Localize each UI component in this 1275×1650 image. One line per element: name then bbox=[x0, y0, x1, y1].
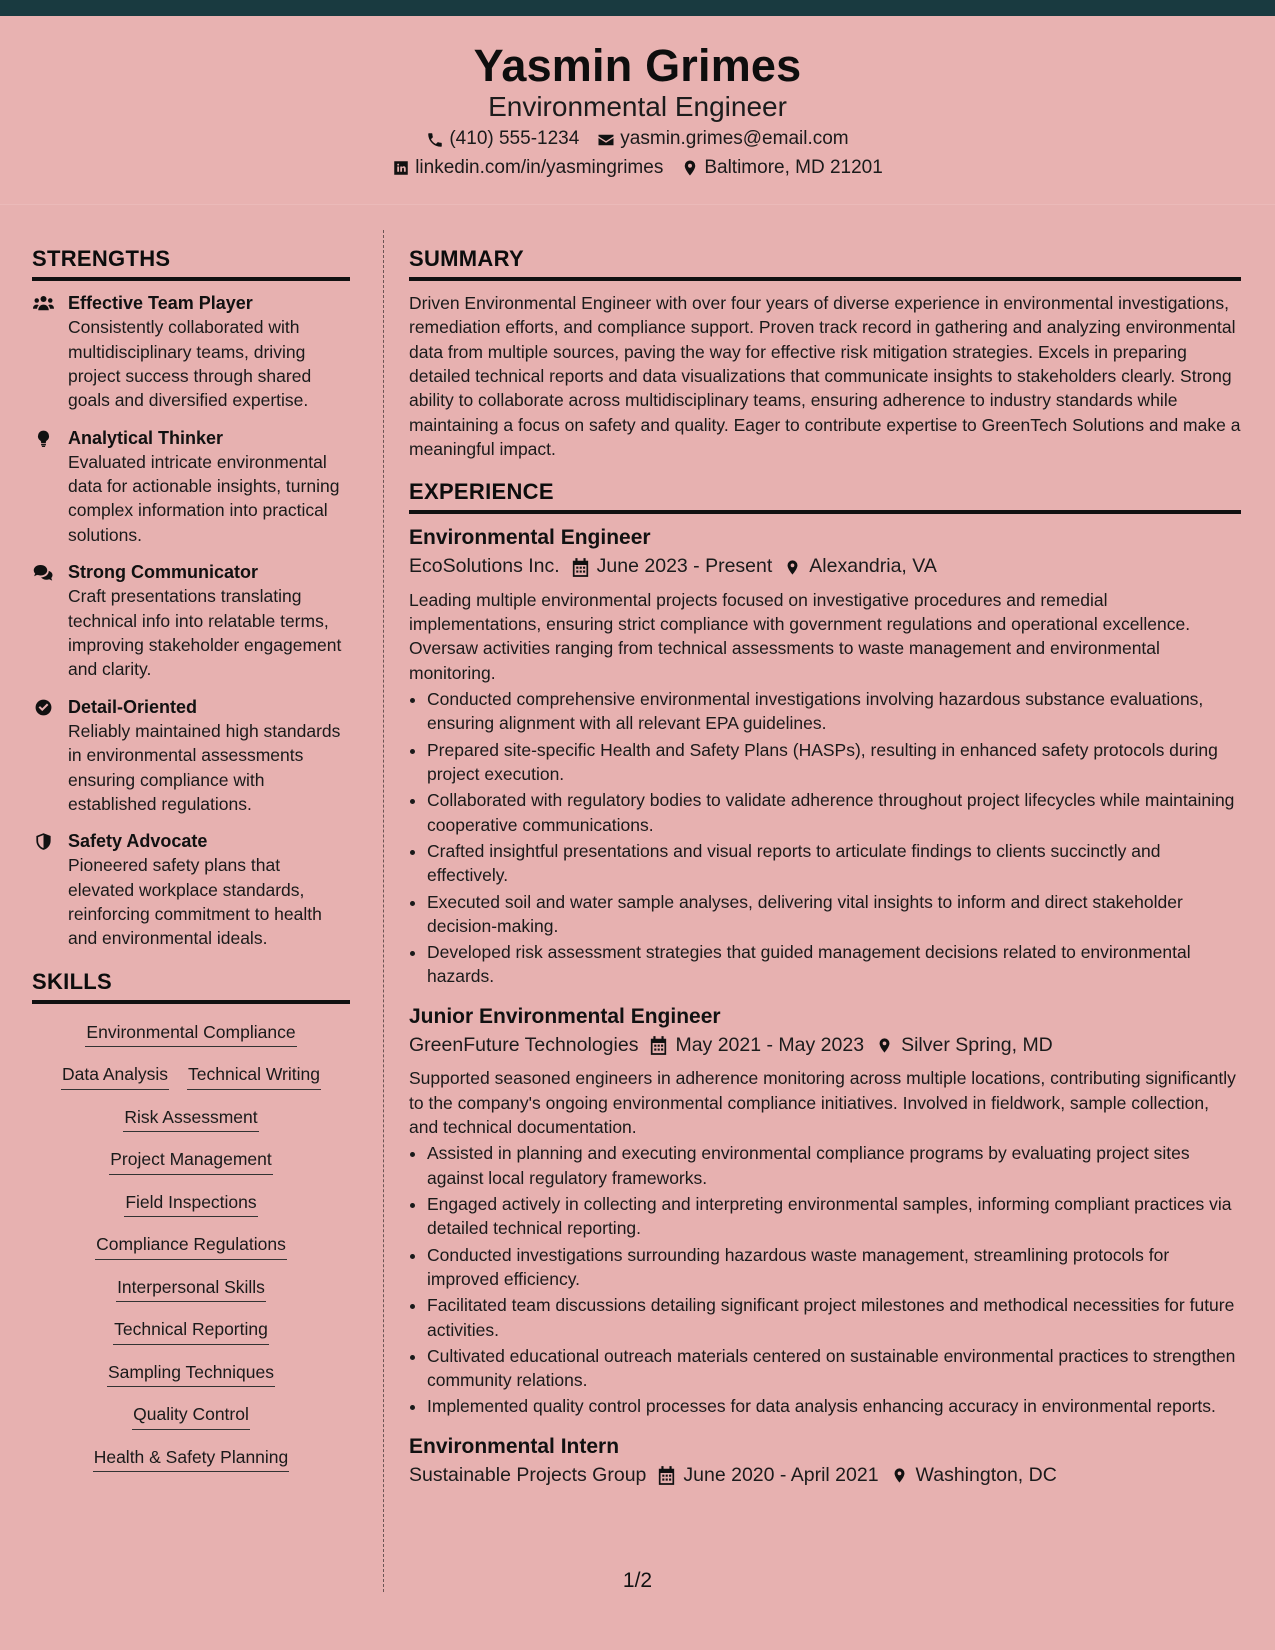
skills-heading: SKILLS bbox=[32, 969, 350, 1004]
job-bullet: • Executed soil and water sample analyses, delivering vital insights to inform and direct stakeholder decision-making. bbox=[427, 890, 1241, 939]
comments-icon bbox=[33, 563, 54, 582]
skill-tag: Compliance Regulations bbox=[95, 1232, 287, 1260]
calendar-icon bbox=[650, 1036, 667, 1055]
skill-tag: Technical Reporting bbox=[113, 1317, 269, 1345]
skill-tag: Data Analysis bbox=[61, 1062, 169, 1090]
candidate-title: Environmental Engineer bbox=[488, 91, 787, 123]
job-bullet: • Cultivated educational outreach materials centered on sustainable environmental practices to strengthen community relations. bbox=[427, 1344, 1241, 1393]
strength-item bbox=[32, 829, 350, 951]
linkedin-icon bbox=[392, 159, 410, 177]
strength-title: Safety Advocate bbox=[68, 831, 208, 852]
calendar-icon bbox=[658, 1466, 675, 1485]
skills-section bbox=[32, 969, 350, 1473]
check-circle-icon bbox=[33, 698, 54, 717]
strength-desc: Consistently collaborated with multidisciplinary teams, driving project success through shared goals and diversified expertise. bbox=[68, 317, 312, 411]
job-dates: May 2021 - May 2023 bbox=[675, 1034, 865, 1057]
job-bullet: • Prepared site-specific Health and Safety Plans (HASPs), resulting in enhanced safety protocols during project execution. bbox=[427, 738, 1241, 787]
job-bullets bbox=[409, 687, 1241, 989]
job-meta bbox=[409, 1462, 1241, 1489]
job-title: Junior Environmental Engineer bbox=[409, 1004, 721, 1028]
job-location-group bbox=[784, 553, 937, 580]
phone-text: (410) 555-1234 bbox=[449, 128, 580, 150]
contact-row-2 bbox=[0, 156, 1275, 181]
email-item bbox=[597, 127, 848, 152]
job-bullet: • Facilitated team discussions detailing significant project milestones and methodical necessities for future activities. bbox=[427, 1293, 1241, 1342]
skill-tag: Sampling Techniques bbox=[107, 1360, 275, 1388]
skill-tag: Risk Assessment bbox=[123, 1105, 258, 1133]
job-location-group bbox=[891, 1462, 1057, 1489]
job-dates-group bbox=[658, 1462, 878, 1489]
job-title: Environmental Intern bbox=[409, 1434, 620, 1458]
map-pin-icon bbox=[876, 1036, 893, 1055]
strength-title: Analytical Thinker bbox=[68, 427, 224, 448]
job-meta bbox=[409, 553, 1241, 580]
page-number: 1/2 bbox=[622, 1569, 653, 1592]
experience-heading: EXPERIENCE bbox=[409, 479, 1241, 514]
shield-icon bbox=[33, 832, 54, 851]
skill-tag: Interpersonal Skills bbox=[116, 1275, 266, 1303]
candidate-name: Yasmin Grimes bbox=[473, 40, 802, 91]
skill-tag: Project Management bbox=[109, 1147, 272, 1175]
job-bullets bbox=[409, 1141, 1241, 1418]
job-bullet: • Implemented quality control processes for data analysis enhancing accuracy in environmental reports. bbox=[427, 1394, 1241, 1418]
contact-row-1 bbox=[0, 127, 1275, 152]
strength-item bbox=[32, 560, 350, 682]
job-company: GreenFuture Technologies bbox=[409, 1034, 639, 1057]
job-location: Silver Spring, MD bbox=[901, 1034, 1053, 1057]
map-pin-icon bbox=[784, 558, 801, 577]
job-entry bbox=[409, 1003, 1241, 1419]
skill-tag: Quality Control bbox=[132, 1402, 250, 1430]
job-dates-group bbox=[572, 553, 773, 580]
skill-tag: Health & Safety Planning bbox=[93, 1445, 290, 1473]
strengths-heading: STRENGTHS bbox=[32, 246, 350, 281]
job-bullet: • Conducted investigations surrounding hazardous waste management, streamlining protocols for improved efficiency. bbox=[427, 1243, 1241, 1292]
column-divider bbox=[383, 230, 384, 1592]
summary-heading: SUMMARY bbox=[409, 246, 1241, 281]
map-pin-icon bbox=[681, 159, 699, 177]
job-bullet: • Conducted comprehensive environmental investigations involving hazardous substance evaluations, ensuring alignment with all relevant EPA guidelines. bbox=[427, 687, 1241, 736]
left-column bbox=[32, 246, 350, 1487]
job-entry bbox=[409, 524, 1241, 989]
phone-icon bbox=[426, 131, 444, 149]
job-company: EcoSolutions Inc. bbox=[409, 555, 560, 578]
skill-tag: Environmental Compliance bbox=[85, 1020, 296, 1048]
skill-tag: Field Inspections bbox=[124, 1190, 257, 1218]
job-bullet: • Developed risk assessment strategies that guided management decisions related to environmental hazards. bbox=[427, 940, 1241, 989]
strength-title: Detail-Oriented bbox=[68, 696, 198, 717]
skills-list bbox=[32, 1014, 350, 1473]
location-text: Baltimore, MD 21201 bbox=[704, 157, 883, 179]
job-company: Sustainable Projects Group bbox=[409, 1464, 647, 1487]
top-accent-bar bbox=[0, 0, 1275, 16]
job-entry bbox=[409, 1433, 1241, 1490]
job-meta bbox=[409, 1032, 1241, 1059]
calendar-icon bbox=[572, 558, 589, 577]
strength-title: Strong Communicator bbox=[68, 562, 259, 583]
job-bullet: • Engaged actively in collecting and interpreting environmental samples, informing compliant practices via detailed technical reporting. bbox=[427, 1192, 1241, 1241]
job-title: Environmental Engineer bbox=[409, 526, 651, 550]
job-dates: June 2020 - April 2021 bbox=[683, 1464, 879, 1487]
strength-desc: Reliably maintained high standards in environmental assessments ensuring compliance with established regulations. bbox=[68, 720, 341, 814]
location-item bbox=[681, 156, 882, 181]
job-location-group bbox=[876, 1032, 1053, 1059]
right-column bbox=[409, 246, 1241, 1503]
job-bullet: • Crafted insightful presentations and visual reports to articulate findings to clients succinctly and effectively. bbox=[427, 839, 1241, 888]
phone-item bbox=[426, 127, 579, 152]
linkedin-item bbox=[392, 156, 663, 181]
resume-header bbox=[0, 16, 1275, 205]
envelope-icon bbox=[597, 131, 615, 149]
strength-desc: Craft presentations translating technical info into relatable terms, improving stakeholder engagement and clarity. bbox=[68, 586, 342, 680]
job-bullet: • Assisted in planning and executing environmental compliance programs by evaluating project sites against local regulatory frameworks. bbox=[427, 1141, 1241, 1190]
job-description: Leading multiple environmental projects focused on investigative procedures and remedial implementations, ensuring strict compliance with government regulations and operational excellence. Oversaw activities ranging from technical assessments to waste management and environmental monitoring. bbox=[409, 589, 1191, 683]
summary-text: Driven Environmental Engineer with over four years of diverse experience in environmental investigations, remediation efforts, and compliance support. Proven track record in gathering and analyzing environmental data from multiple sources, paving the way for effective risk mitigation strategies. Excels in preparing detailed technical reports and data visualizations that communicate insights to stakeholders clearly. Strong ability to collaborate across multidisciplinary teams, ensuring adherence to industry standards while maintaining a focus on safety and quality. Eager to contribute expertise to GreenTech Solutions and make a meaningful impact. bbox=[409, 293, 1241, 459]
email-link[interactable]: yasmin.grimes@email.com bbox=[620, 128, 849, 150]
job-bullet: • Collaborated with regulatory bodies to validate adherence throughout project lifecycles while maintaining cooperative communications. bbox=[427, 788, 1241, 837]
linkedin-link[interactable]: linkedin.com/in/yasmingrimes bbox=[415, 157, 664, 179]
strength-title: Effective Team Player bbox=[68, 293, 253, 313]
strength-desc: Pioneered safety plans that elevated workplace standards, reinforcing commitment to health and environmental ideals. bbox=[68, 855, 322, 949]
skill-tag: Technical Writing bbox=[187, 1062, 321, 1090]
strength-item bbox=[32, 291, 350, 413]
strength-item bbox=[32, 426, 350, 548]
users-icon bbox=[33, 294, 54, 313]
job-description: Supported seasoned engineers in adherence monitoring across multiple locations, contributing significantly to the company's ongoing environmental compliance initiatives. Involved in fieldwork, sample collection, and technical documentation. bbox=[409, 1068, 1236, 1137]
strength-desc: Evaluated intricate environmental data for actionable insights, turning complex information into practical solutions. bbox=[68, 451, 340, 545]
job-location: Washington, DC bbox=[915, 1464, 1057, 1487]
lightbulb-icon bbox=[33, 429, 54, 448]
strength-item bbox=[32, 695, 350, 817]
job-location: Alexandria, VA bbox=[809, 555, 937, 578]
map-pin-icon bbox=[891, 1466, 908, 1485]
job-dates-group bbox=[650, 1032, 864, 1059]
job-dates: June 2023 - Present bbox=[596, 555, 773, 578]
